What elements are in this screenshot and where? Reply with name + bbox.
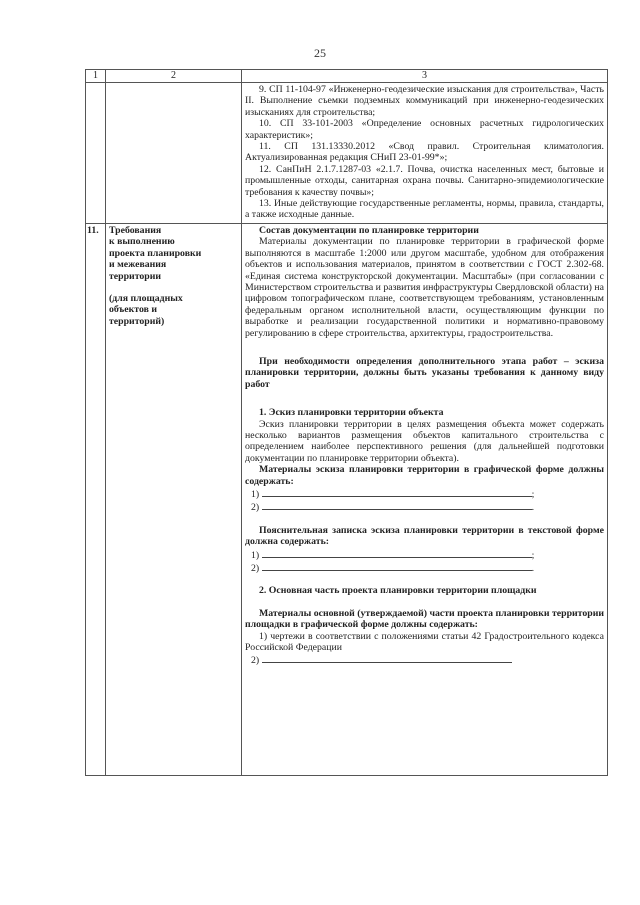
table-row-continued — [86, 83, 608, 224]
main-part-heading: 2. Основная часть проекта планировки территории площадки — [259, 585, 537, 597]
page-number: 25 — [314, 46, 326, 60]
requirement-title-line: проекта планировки — [109, 247, 202, 259]
main-materials-heading: Материалы основной (утверждаемой) части проекта планировки территории площадки в графической форме должны содержать: — [245, 607, 604, 631]
requirement-name-cell — [106, 223, 242, 775]
requirement-name-cell — [106, 83, 242, 224]
header-cell-2: 2 — [106, 70, 242, 83]
requirement-content-cell — [242, 83, 608, 224]
table-row-11 — [86, 223, 608, 775]
list-item: 9. СП 11-104-97 «Инженерно-геодезические изыскания для строительства», Часть II. Выполнение съемки подземных коммуникаций при инженерно-геодезических изысканиях для строительства; — [245, 84, 604, 118]
list-item: 10. СП 33-101-2003 «Определение основных расчетных гидрологических характеристик»; — [245, 118, 604, 141]
fill-in-item: 2) . — [251, 563, 535, 575]
main-item-1: 1) чертежи в соответствии с положениями статьи 42 Градостроительного кодекса Российской Федерации — [245, 630, 604, 654]
sketch-heading: 1. Эскиз планировки территории объекта — [259, 407, 444, 419]
fill-in-item: 1) ; — [251, 549, 535, 561]
sketch-requirement: При необходимости определения дополнительного этапа работ – эскиза планировки территории, должны быть указаны требования к данному виду работ — [245, 355, 604, 390]
fill-in-item: 2) . — [251, 502, 535, 514]
fill-in-item: 1) ; — [251, 489, 535, 500]
requirement-title-line: и межевания — [109, 259, 167, 271]
sketch-graphic-heading: Материалы эскиза планировки территории в графической форме должны содержать: — [245, 464, 604, 487]
sketch-paragraph: Эскиз планировки территории в целях размещения объекта может содержать несколько вариантов размещения объектов капитального строительства с определением наиболее перспективного решения (для дальнейшей подготовки документации по планировке территории объекта). — [245, 418, 604, 464]
table-header-row — [86, 70, 608, 83]
requirement-title-line: территории — [109, 270, 162, 282]
row-number-cell: 11. — [86, 223, 106, 775]
fill-in-item: 2) — [245, 653, 604, 666]
explanatory-heading: Пояснительная записка эскиза планировки территории в текстовой форме должна содержать: — [245, 524, 604, 548]
requirement-title-line: Требования — [109, 224, 162, 236]
requirements-table — [85, 69, 608, 776]
list-item: 13. Иные действующие государственные регламенты, нормы, правила, стандарты, а также исходные данные. — [245, 198, 604, 221]
list-item: 12. СанПиН 2.1.7.1287-03 «2.1.7. Почва, очистка населенных мест, бытовые и промышленные отходы, санитарная охрана почвы. Санитарно-эпидемиологические требования к качеству почвы»; — [245, 163, 604, 198]
requirement-content-cell — [242, 223, 608, 775]
requirement-title-line: к выполнению — [109, 236, 175, 248]
header-cell-3: 3 — [242, 70, 608, 83]
row-number-cell — [86, 83, 106, 224]
requirement-note-line: объектов и — [109, 304, 157, 316]
header-cell-1: 1 — [86, 70, 106, 83]
requirement-note-line: (для площадных — [109, 292, 183, 304]
section-heading: Состав документации по планировке территории — [259, 224, 479, 236]
list-item: 11. СП 131.13330.2012 «Свод правил. Строительная климатология. Актуализированная редакция СНиП 23-01-99*»; — [245, 141, 604, 164]
materials-paragraph: Материалы документации по планировке территории в графической форме выполняются в масштабе 1:2000 или другом масштабе, удобном для отображения объектов и использования материалов, принятом в соответствии с ГОСТ 2.302-68. «Единая система конструкторской документации. Масштабы» (при согласовании с Министерством строительства и развития инфраструктуры Свердловской области) на цифровом топографическом плане, соответствующем требованиям, установленным федеральным органом исполнительной власти, осуществляющим функции по выработке и реализации государственной политики и нормативно-правовому регулированию в сфере строительства, архитектуры, градостроительства. — [245, 236, 604, 339]
requirement-note-line: территорий) — [109, 315, 165, 327]
